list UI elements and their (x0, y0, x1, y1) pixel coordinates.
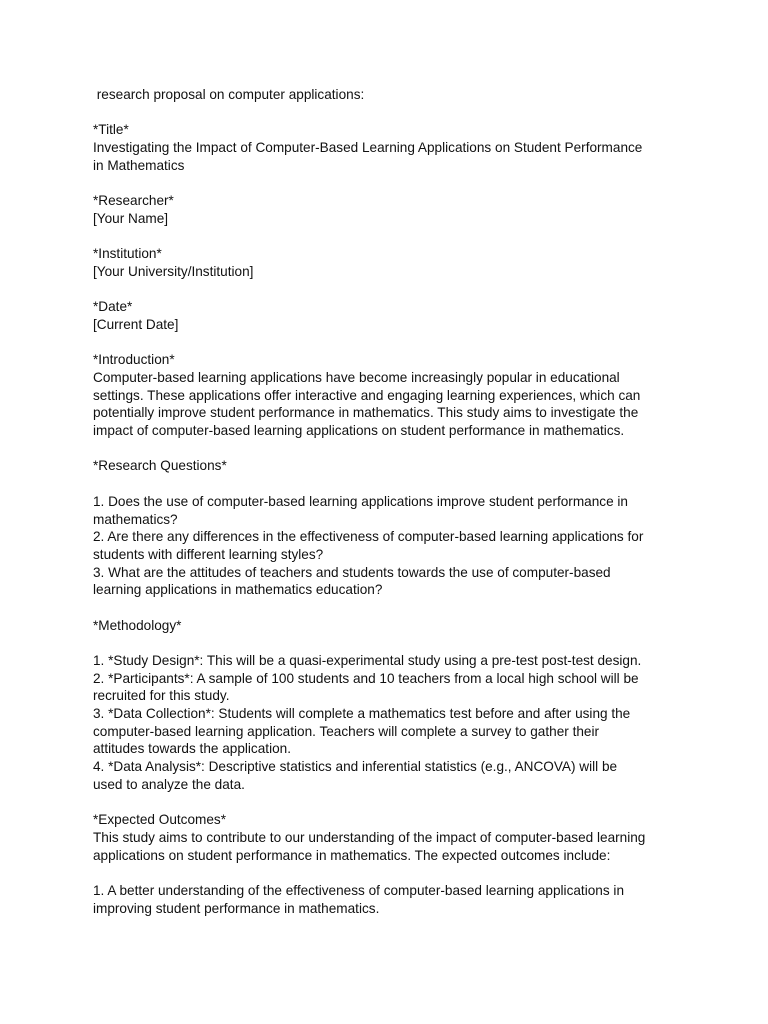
intro-line: research proposal on computer applications: (93, 87, 365, 102)
list-item-line: mathematics? (93, 511, 178, 527)
document-body (93, 86, 683, 917)
methodology-item (93, 652, 683, 670)
introduction-line: settings. These applications offer interactive and engaging learning experiences, which can (93, 387, 641, 403)
research-questions-heading: *Research Questions* (93, 458, 227, 474)
list-item-line: 1. A better understanding of the effectiveness of computer-based learning applications in (93, 882, 625, 898)
list-item-line: recruited for this study. (93, 688, 230, 704)
title-line: Investigating the Impact of Computer-Based Learning Applications on Student Performance (93, 140, 643, 156)
list-item-line: 3. *Data Collection*: Students will complete a mathematics test before and after using the (93, 706, 631, 722)
list-item-line: computer-based learning application. Teachers will complete a survey to gather their (93, 723, 600, 739)
list-item-line: 2. Are there any differences in the effectiveness of computer-based learning applications for (93, 529, 644, 545)
spacer (93, 440, 683, 458)
expected-outcomes-line: applications on student performance in mathematics. The expected outcomes include: (93, 847, 611, 863)
list-item-line: 1. Does the use of computer-based learning applications improve student performance in (93, 493, 628, 509)
list-item-line: improving student performance in mathematics. (93, 900, 380, 916)
title-heading: *Title* (93, 122, 129, 138)
list-item-line: 1. *Study Design*: This will be a quasi-experimental study using a pre-test post-test design. (93, 653, 642, 668)
introduction-line: Computer-based learning applications have become increasingly popular in educational (93, 370, 620, 385)
list-item-line: used to analyze the data. (93, 776, 245, 792)
research-question-item (93, 493, 683, 528)
researcher-heading: *Researcher* (93, 193, 174, 209)
list-item-line: 4. *Data Analysis*: Descriptive statistics and inferential statistics (e.g., ANCOVA) will be (93, 759, 618, 775)
list-item-line: attitudes towards the application. (93, 741, 291, 757)
methodology-item (93, 758, 683, 793)
researcher-value: [Your Name] (93, 210, 169, 226)
spacer (93, 228, 683, 246)
spacer (93, 174, 683, 192)
list-item-line: students with different learning styles? (93, 546, 324, 562)
institution-value: [Your University/Institution] (93, 263, 254, 279)
spacer (93, 599, 683, 617)
spacer (93, 281, 683, 299)
spacer (93, 475, 683, 493)
expected-outcomes-heading: *Expected Outcomes* (93, 812, 226, 828)
date-value: [Current Date] (93, 316, 179, 332)
institution-heading: *Institution* (93, 246, 162, 262)
research-question-item (93, 528, 683, 563)
research-question-item (93, 564, 683, 599)
expected-outcomes-line: This study aims to contribute to our understanding of the impact of computer-based learning (93, 829, 646, 845)
list-item-line: learning applications in mathematics education? (93, 582, 383, 598)
list-item-line: 2. *Participants*: A sample of 100 students and 10 teachers from a local high school will be (93, 670, 639, 686)
methodology-heading: *Methodology* (93, 617, 182, 633)
title-line: in Mathematics (93, 157, 185, 173)
introduction-line: impact of computer-based learning applications on student performance in mathematics. (93, 423, 625, 439)
date-heading: *Date* (93, 299, 133, 315)
spacer (93, 634, 683, 652)
expected-outcome-item (93, 882, 683, 917)
methodology-item (93, 705, 683, 758)
methodology-item (93, 670, 683, 705)
spacer (93, 334, 683, 352)
introduction-line: potentially improve student performance in mathematics. This study aims to investigate the (93, 405, 639, 421)
introduction-heading: *Introduction* (93, 352, 175, 368)
spacer (93, 104, 683, 122)
spacer (93, 794, 683, 812)
list-item-line: 3. What are the attitudes of teachers and students towards the use of computer-based (93, 564, 611, 580)
spacer (93, 864, 683, 882)
